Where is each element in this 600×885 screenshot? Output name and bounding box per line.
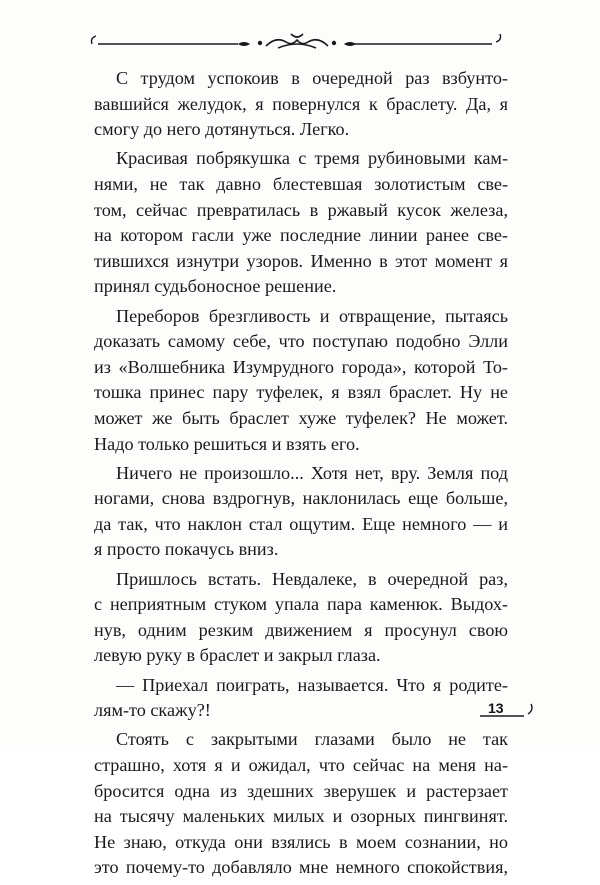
text-line: смогу до него дотянуться. Легко. <box>94 119 350 140</box>
text-line: это почему-то добавляло мне немного спокойствия, <box>94 857 508 878</box>
text-line: на тысячу маленьких милых и озорных пингвинят. <box>94 806 508 827</box>
text-line: Ничего не произошло... Хотя нет, вру. Земля под <box>116 462 508 483</box>
paragraph-3 <box>94 304 508 458</box>
text-line: Стоять с закрытыми глазами было не так <box>116 729 508 750</box>
text-line: левую руку в браслет и закрыл глаза. <box>94 645 381 666</box>
text-line: Надо только решиться и взять его. <box>94 433 360 454</box>
text-line: тившихся изнутри узоров. Именно в этот момент я <box>94 250 508 271</box>
text-line: Пришлось встать. Невдалеке, в очередной раз, <box>116 568 508 589</box>
text-line: ногами, снова вздрогнув, наклонилась еще больше, <box>94 488 508 509</box>
paragraph-6 <box>94 673 508 724</box>
text-line: — Приехал поиграть, называется. Что я родите- <box>116 674 508 695</box>
text-line: я просто покачусь вниз. <box>94 539 279 560</box>
text-line: вавшийся желудок, я повернулся к браслету. Да, я <box>94 93 508 114</box>
paragraph-4 <box>94 461 508 563</box>
text-line: на котором гасли уже последние линии ранее све- <box>94 225 508 246</box>
text-line: С трудом успокоив в очередной раз взбунто- <box>116 68 508 88</box>
paragraph-5 <box>94 567 508 669</box>
paragraph-2 <box>94 146 508 300</box>
footer-ornament <box>476 688 536 722</box>
text-line: доказать самому себе, что поступаю подобно Элли <box>94 331 508 352</box>
text-line: Красивая побрякушка с тремя рубиновыми кам- <box>116 148 508 169</box>
text-line: принял судьбоносное решение. <box>94 276 337 297</box>
text-line: нув, одним резким движением я просунул свою <box>94 619 508 640</box>
text-line: из «Волшебника Изумрудного города», которой То- <box>94 356 508 377</box>
text-line: лям-то скажу?! <box>94 700 211 721</box>
text-line: да так, что наклон стал ощутим. Еще немного — и <box>94 513 508 534</box>
main-text <box>94 66 508 885</box>
text-line: Переборов брезгливость и отвращение, пытаясь <box>116 305 508 326</box>
text-line: Не знаю, откуда они взялись в моем сознании, но <box>94 831 508 852</box>
text-line: нями, не так давно блестевшая золотистым све- <box>94 173 508 194</box>
text-line: тошка принес пару туфелек, я взял браслет. Ну не <box>94 382 508 403</box>
text-line: с неприятным стуком упала пара каменюк. Выдох- <box>94 594 508 615</box>
text-line: страшно, хотя я и ожидал, что сейчас на меня на- <box>94 755 508 775</box>
page-number: 13 <box>488 700 504 716</box>
text-line: том, сейчас превратилась в ржавый кусок железа, <box>94 199 508 220</box>
text-line: может же быть браслет хуже туфелек? Не может. <box>94 407 508 428</box>
header-ornament <box>88 22 506 58</box>
paragraph-7 <box>94 727 508 881</box>
text-line: бросится одна из здешних зверушек и растерзает <box>94 780 508 801</box>
paragraph-1 <box>94 66 508 143</box>
